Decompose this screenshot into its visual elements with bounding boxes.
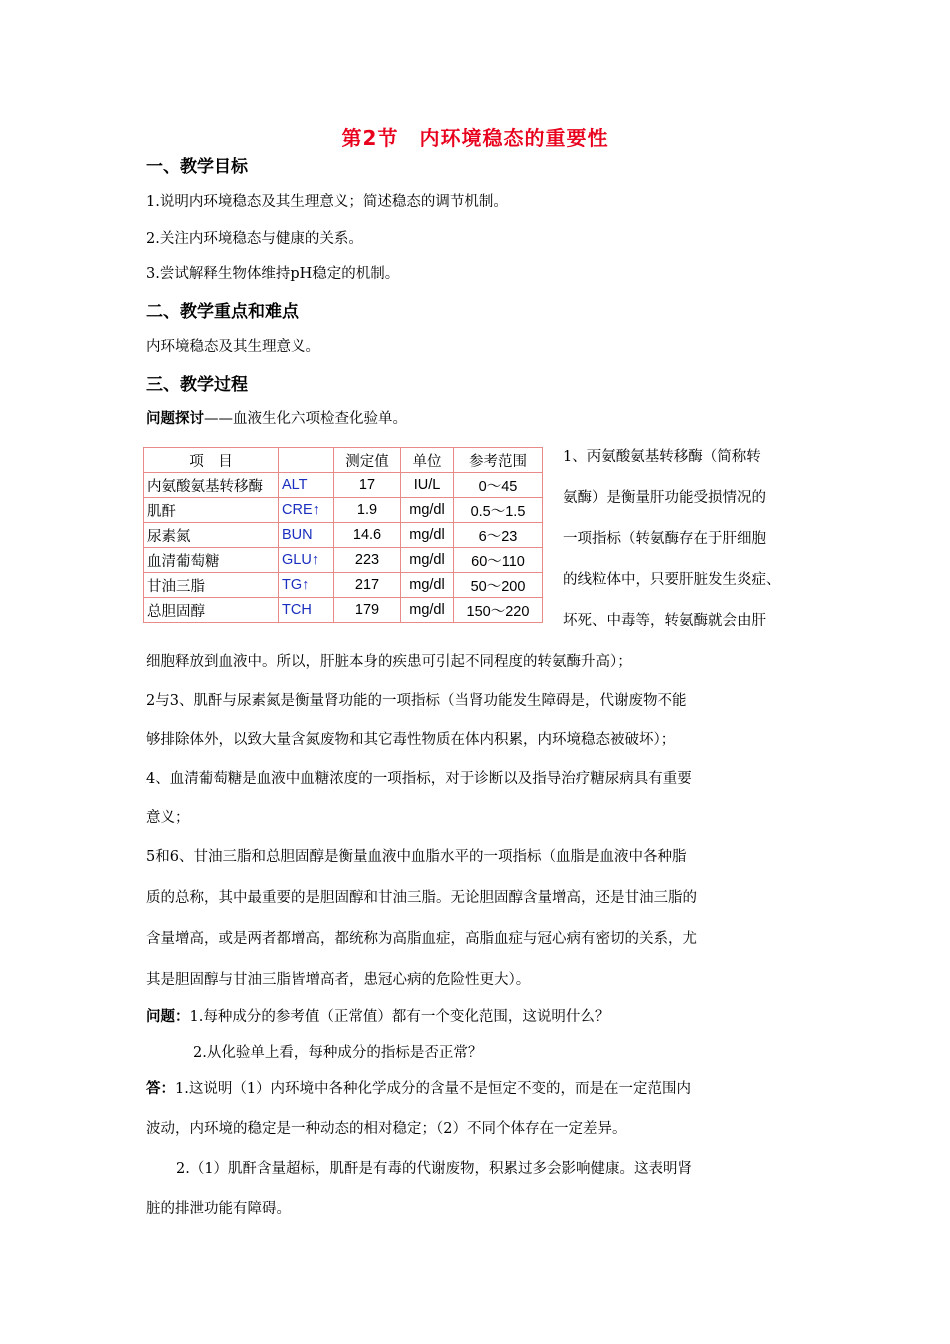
lab-report-table	[143, 447, 543, 623]
body-text-line: 意义；	[146, 810, 190, 826]
cell-name: 尿素氮	[144, 523, 279, 548]
cell-value: 1.9	[334, 498, 401, 523]
answer-2-line-2: 脏的排泄功能有障碍。	[146, 1201, 291, 1217]
table-row	[144, 573, 543, 598]
cell-name: 甘油三脂	[144, 573, 279, 598]
cell-code: ALT	[279, 473, 334, 498]
cell-name: 肌酐	[144, 498, 279, 523]
answer-1-line-1	[146, 1077, 691, 1098]
objective-item-1: 1.说明内环境稳态及其生理意义；简述稳态的调节机制。	[146, 194, 508, 210]
table-row	[144, 473, 543, 498]
question-1-text: 1.每种成分的参考值（正常值）都有一个变化范围，这说明什么？	[189, 1009, 610, 1025]
body-text-line: 够排除体外，以致大量含氮废物和其它毒性物质在体内积累，内环境稳态被破坏）；	[146, 732, 676, 748]
body-text-line: 含量增高，或是两者都增高，都统称为高脂血症，高脂血症与冠心病有密切的关系，尤	[146, 931, 697, 947]
cell-value: 217	[334, 573, 401, 598]
cell-name: 内氨酸氨基转移酶	[144, 473, 279, 498]
cell-code: BUN	[279, 523, 334, 548]
cell-code: GLU↑	[279, 548, 334, 573]
cell-code: TG↑	[279, 573, 334, 598]
table-row	[144, 548, 543, 573]
table-row	[144, 498, 543, 523]
question-label: 问题：	[146, 1009, 190, 1025]
answer-2-line-1: 2.（1）肌酐含量超标，肌酐是有毒的代谢废物，积累过多会影响健康。这表明肾	[176, 1161, 693, 1177]
cell-unit: mg/dl	[401, 523, 454, 548]
header-unit: 单位	[401, 448, 454, 473]
problem-intro-text: ——血液生化六项检查化验单。	[204, 411, 407, 427]
cell-value: 17	[334, 473, 401, 498]
key-points-text: 内环境稳态及其生理意义。	[146, 339, 320, 355]
body-text-line: 其是胆固醇与甘油三脂皆增高者，患冠心病的危险性更大）。	[146, 972, 531, 988]
cell-value: 14.6	[334, 523, 401, 548]
cell-unit: mg/dl	[401, 548, 454, 573]
cell-code: TCH	[279, 598, 334, 623]
side-text-line: 一项指标（转氨酶存在于肝细胞	[563, 531, 766, 547]
table-row	[144, 523, 543, 548]
cell-unit: mg/dl	[401, 573, 454, 598]
header-reference: 参考范围	[454, 448, 543, 473]
header-code	[279, 448, 334, 473]
header-value: 测定值	[334, 448, 401, 473]
body-text-line: 2与3、肌酐与尿素氮是衡量肾功能的一项指标（当肾功能发生障碍是，代谢废物不能	[146, 693, 687, 709]
body-text-line: 4、血清葡萄糖是血液中血糖浓度的一项指标，对于诊断以及指导治疗糖尿病具有重要	[146, 771, 692, 787]
section-heading-process: 三、教学过程	[146, 375, 248, 395]
table-row	[144, 598, 543, 623]
body-text-line: 5和6、甘油三脂和总胆固醇是衡量血液中血脂水平的一项指标（血脂是血液中各种脂	[146, 849, 687, 865]
question-1	[146, 1005, 609, 1026]
cell-value: 223	[334, 548, 401, 573]
cell-unit: mg/dl	[401, 598, 454, 623]
section-heading-objectives: 一、教学目标	[146, 157, 248, 177]
cell-reference: 150～220	[454, 598, 543, 623]
question-2: 2.从化验单上看，每种成分的指标是否正常？	[193, 1045, 483, 1061]
cell-reference: 0.5～1.5	[454, 498, 543, 523]
side-text-line: 1、丙氨酸氨基转移酶（简称转	[563, 449, 761, 465]
cell-reference: 6～23	[454, 523, 543, 548]
cell-unit: mg/dl	[401, 498, 454, 523]
section-heading-key-points: 二、教学重点和难点	[146, 302, 299, 322]
objective-item-2: 2.关注内环境稳态与健康的关系。	[146, 231, 363, 247]
cell-unit: IU/L	[401, 473, 454, 498]
cell-name: 总胆固醇	[144, 598, 279, 623]
cell-reference: 0～45	[454, 473, 543, 498]
side-text-line: 坏死、中毒等，转氨酶就会由肝	[563, 613, 766, 629]
side-text-line: 的线粒体中，只要肝脏发生炎症、	[563, 572, 781, 588]
body-text-line: 细胞释放到血液中。所以，肝脏本身的疾患可引起不同程度的转氨酶升高）；	[146, 654, 632, 670]
page-title: 第2节 内环境稳态的重要性	[341, 126, 609, 150]
answer-1-text: 1.这说明（1）内环境中各种化学成分的含量不是恒定不变的，而是在一定范围内	[175, 1081, 692, 1097]
cell-reference: 50～200	[454, 573, 543, 598]
cell-reference: 60～110	[454, 548, 543, 573]
cell-code: CRE↑	[279, 498, 334, 523]
side-text-line: 氨酶）是衡量肝功能受损情况的	[563, 490, 766, 506]
problem-intro	[146, 407, 407, 428]
body-text-line: 质的总称，其中最重要的是胆固醇和甘油三脂。无论胆固醇含量增高，还是甘油三脂的	[146, 890, 697, 906]
answer-1-line-2: 波动，内环境的稳定是一种动态的相对稳定；（2）不同个体存在一定差异。	[146, 1121, 627, 1137]
cell-value: 179	[334, 598, 401, 623]
table-header-row	[144, 448, 543, 473]
cell-name: 血清葡萄糖	[144, 548, 279, 573]
objective-item-3: 3.尝试解释生物体维持pH稳定的机制。	[146, 266, 400, 282]
problem-intro-label: 问题探讨	[146, 411, 204, 427]
answer-label: 答：	[146, 1081, 175, 1097]
header-item: 项 目	[144, 448, 279, 473]
